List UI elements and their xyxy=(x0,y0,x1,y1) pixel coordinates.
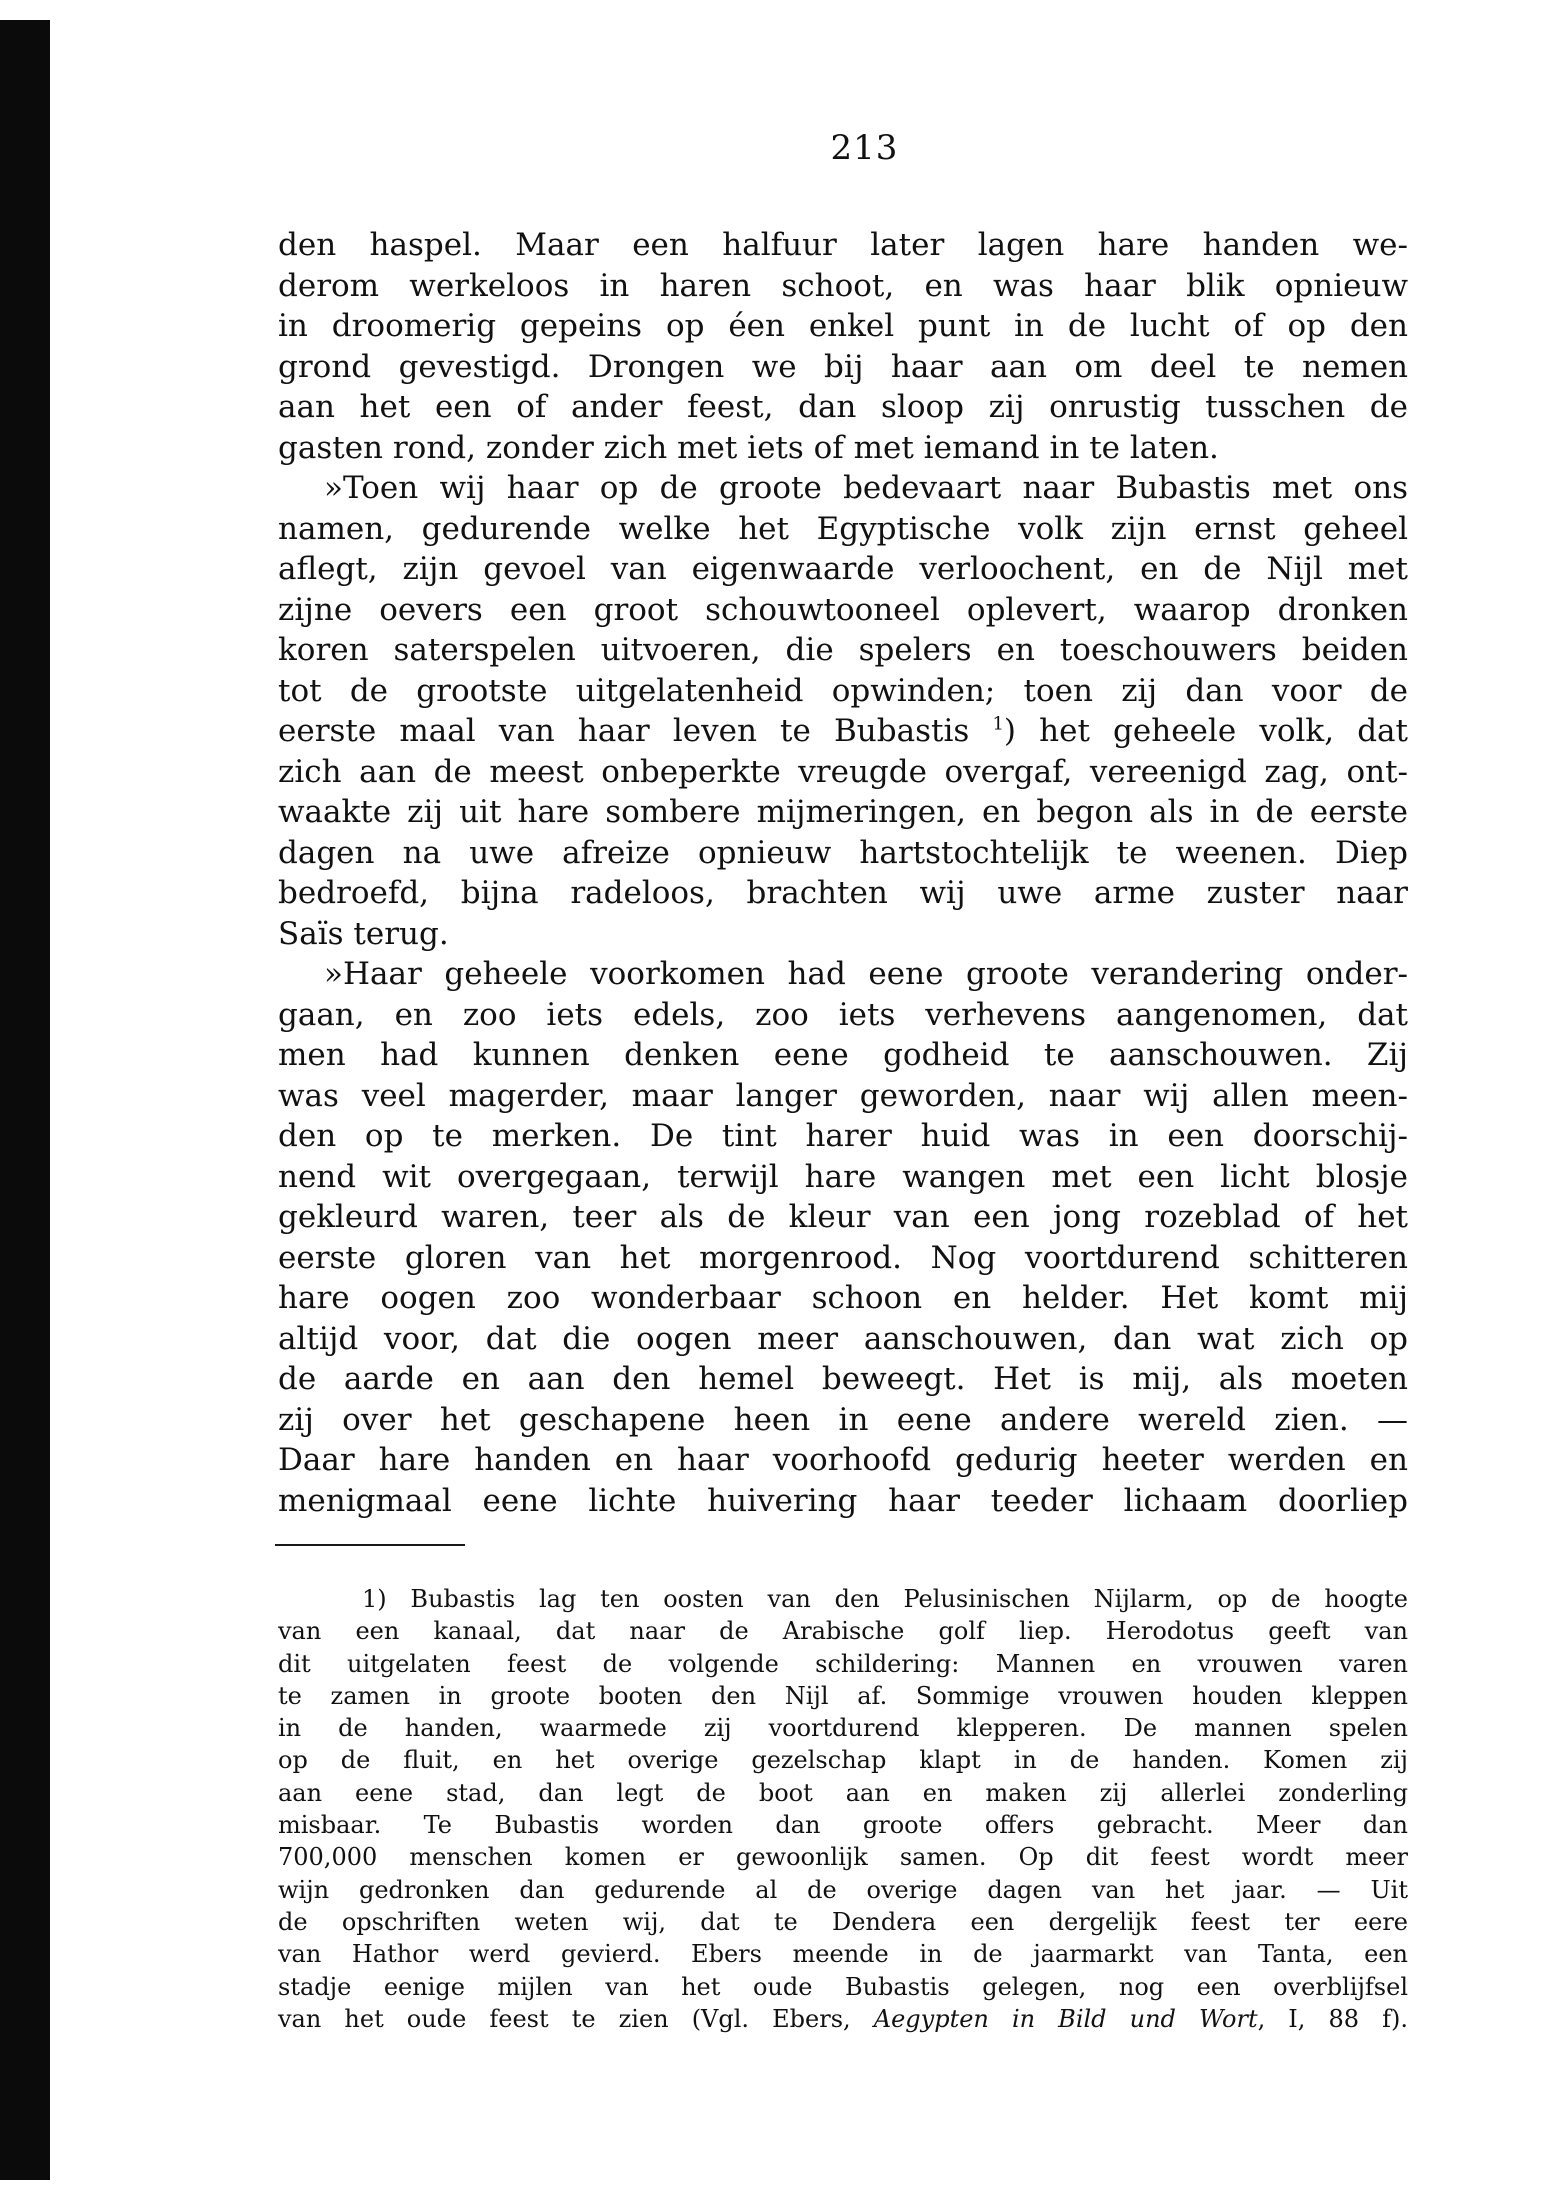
text-line: zij over het geschapene heen in eene andere wereld zien. — xyxy=(278,1401,1408,1438)
text-line: de aarde en aan den hemel beweegt. Het is mij, als moeten xyxy=(278,1361,1408,1397)
footnote-divider xyxy=(275,1544,465,1546)
text-line: bedroefd, bijna radeloos, brachten wij uwe arme zuster naar xyxy=(278,875,1408,911)
text-line: Saïs terug. xyxy=(278,915,449,952)
footnote-line: van een kanaal, dat naar de Arabische golf liep. Herodotus geeft van xyxy=(278,1617,1408,1646)
text-line: eerste gloren van het morgenrood. Nog voortdurend schitteren xyxy=(278,1239,1408,1276)
footnote-line: misbaar. Te Bubastis worden dan groote offers gebracht. Meer dan xyxy=(278,1811,1408,1840)
footnote-line: in de handen, waarmede zij voortdurend klepperen. De mannen spelen xyxy=(278,1714,1408,1743)
page-number: 213 xyxy=(830,128,899,168)
footnote-line: te zamen in groote booten den Nijl af. Sommige vrouwen houden kleppen xyxy=(278,1681,1408,1710)
text-line: gasten rond, zonder zich met iets of met iemand in te laten. xyxy=(278,429,1219,466)
text-line: hare oogen zoo wonderbaar schoon en helder. Het komt mij xyxy=(278,1280,1408,1316)
text-line: »Haar geheele voorkomen had eene groote verandering onder- xyxy=(324,956,1408,992)
text-line: men had kunnen denken eene godheid te aanschouwen. Zij xyxy=(278,1037,1408,1073)
footnote-fragment: van het oude feest te zien (Vgl. Ebers, xyxy=(278,2004,874,2033)
footnote-marker: 1 xyxy=(992,713,1004,735)
text-line: tot de grootste uitgelatenheid opwinden; toen zij dan voor de xyxy=(278,672,1408,709)
footnote-line: 1) Bubastis lag ten oosten van den Pelusinischen Nijlarm, op de hoogte xyxy=(362,1585,1408,1613)
text-line: altijd voor, dat die oogen meer aanschouwen, dan wat zich op xyxy=(278,1320,1408,1357)
text-line: aan het een of ander feest, dan sloop zij onrustig tusschen de xyxy=(278,389,1408,425)
text-line: in droomerig gepeins op éen enkel punt in de lucht of op den xyxy=(278,308,1408,344)
footnote-line: dit uitgelaten feest de volgende schildering: Mannen en vrouwen varen xyxy=(278,1649,1408,1678)
footnote-line: op de fluit, en het overige gezelschap klapt in de handen. Komen zij xyxy=(278,1746,1408,1775)
book-title: Aegypten in Bild und Wort xyxy=(873,2004,1258,2033)
text-line: gaan, en zoo iets edels, zoo iets verhevens aangenomen, dat xyxy=(278,996,1408,1033)
footnote-line: aan eene stad, dan legt de boot aan en maken zij allerlei zonderling xyxy=(278,1778,1408,1807)
footnote-line: de opschriften weten wij, dat te Dendera een dergelijk feest ter eere xyxy=(278,1907,1408,1936)
text-line: derom werkeloos in haren schoot, en was haar blik opnieuw xyxy=(278,267,1408,304)
text-line: was veel magerder, maar langer geworden, naar wij allen meen- xyxy=(278,1077,1408,1114)
text-line: gekleurd waren, teer als de kleur van een jong rozeblad of het xyxy=(278,1199,1408,1235)
text-line: »Toen wij haar op de groote bedevaart naar Bubastis met ons xyxy=(324,470,1408,506)
footnote xyxy=(278,1583,1408,2035)
text-line: zich aan de meest onbeperkte vreugde overgaf, vereenigd zag, ont- xyxy=(278,753,1408,790)
text-fragment: eerste maal van haar leven te Bubastis xyxy=(278,713,970,749)
main-text xyxy=(278,225,1408,1521)
text-line: menigmaal eene lichte huivering haar teeder lichaam doorliep xyxy=(278,1482,1408,1519)
text-line-with-footnote xyxy=(278,711,1408,752)
text-line: grond gevestigd. Drongen we bij haar aan om deel te nemen xyxy=(278,348,1408,385)
text-line: namen, gedurende welke het Egyptische volk zijn ernst geheel xyxy=(278,510,1408,547)
footnote-line: van Hathor werd gevierd. Ebers meende in de jaarmarkt van Tanta, een xyxy=(278,1940,1408,1969)
text-line: zijne oevers een groot schouwtooneel oplevert, waarop dronken xyxy=(278,591,1408,628)
text-line: koren saterspelen uitvoeren, die spelers en toeschouwers beiden xyxy=(278,632,1408,668)
text-fragment: ) het geheele volk, dat xyxy=(1003,713,1408,749)
text-line: den op te merken. De tint harer huid was in een doorschij- xyxy=(278,1118,1408,1154)
scan-binding-edge xyxy=(0,20,50,2180)
text-line: Daar hare handen en haar voorhoofd gedurig heeter werden en xyxy=(278,1442,1408,1478)
text-line: aflegt, zijn gevoel van eigenwaarde verloochent, en de Nijl met xyxy=(278,551,1408,587)
footnote-line: 700,000 menschen komen er gewoonlijk samen. Op dit feest wordt meer xyxy=(278,1843,1408,1872)
footnote-fragment: , I, 88 f). xyxy=(1257,2004,1409,2033)
text-line: dagen na uwe afreize opnieuw hartstochtelijk te weenen. Diep xyxy=(278,834,1408,871)
text-line: nend wit overgegaan, terwijl hare wangen met een licht blosje xyxy=(278,1158,1408,1195)
text-line: waakte zij uit hare sombere mijmeringen, en begon als in de eerste xyxy=(278,794,1408,830)
footnote-line: wijn gedronken dan gedurende al de overige dagen van het jaar. — Uit xyxy=(278,1875,1408,1904)
footnote-line: stadje eenige mijlen van het oude Bubastis gelegen, nog een overblijfsel xyxy=(278,1972,1408,2001)
text-line: den haspel. Maar een halfuur later lagen hare handen we- xyxy=(278,227,1408,263)
footnote-line xyxy=(278,2003,1408,2035)
